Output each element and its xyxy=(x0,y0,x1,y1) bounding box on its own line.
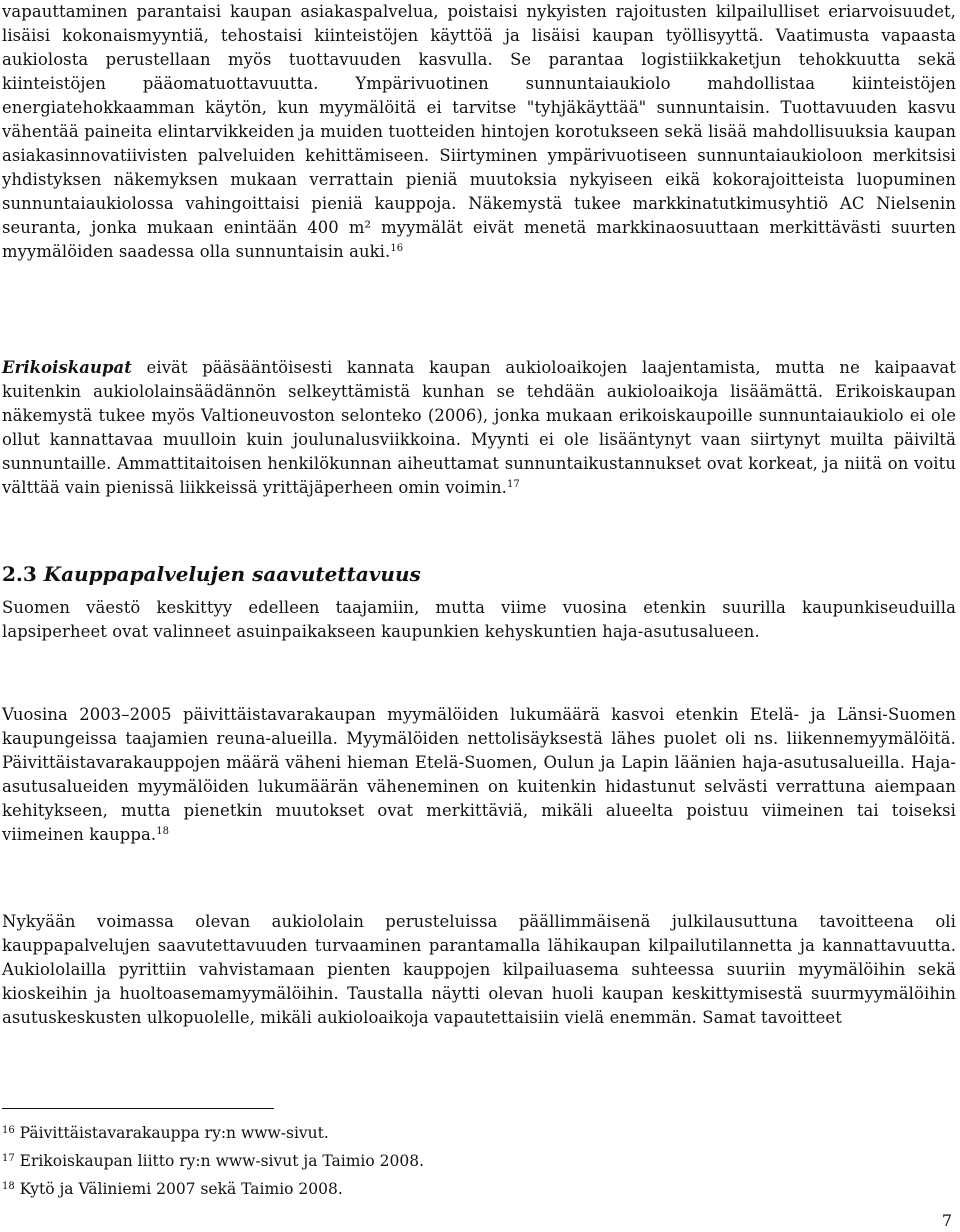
paragraph-opening-hours-law xyxy=(2,910,956,1030)
paragraph-text: Vuosina 2003–2005 päivittäistavarakaupan myymälöiden lukumäärä kasvoi etenkin Etelä- ja Länsi-Suomen kaupungeissa taajamien reuna-alueilla. Myymälöiden nettolisäyksestä lähes puolet oli ns. liikennemyymälöitä. Päivittäistavarakauppojen määrä väheni hieman Etelä-Suomen, Oulun ja Lapin läänien haja-asutusalueilla. Haja-asutusalueiden myymälöiden lukumäärän väheneminen on kuitenkin hidastunut selvästi verrattuna aiempaan kehitykseen, mutta pienetkin muutokset ovat merkittäviä, mikäli alueelta poistuu viimeinen tai toiseksi viimeinen kauppa. xyxy=(2,705,956,844)
paragraph-population xyxy=(2,596,956,644)
paragraph-store-counts xyxy=(2,703,956,847)
footnote-number: 18 xyxy=(2,1181,15,1192)
footnote-text: Erikoiskaupan liitto ry:n www-sivut ja Taimio 2008. xyxy=(19,1152,425,1170)
paragraph-text: Nykyään voimassa olevan aukiololain perusteluissa päällimmäisenä julkilausuttuna tavoitteena oli kauppapalvelujen saavutettavuuden turvaaminen parantamalla lähikaupan kilpailutilannetta ja kannattavuutta. Aukiololailla pyrittiin vahvistamaan pienten kauppojen kilpailuasema suhteessa suuriin myymälöihin sekä kioskeihin ja huoltoasemamyymälöihin. Taustalla näytti olevan huoli kaupan keskittymisestä suurmyymälöihin asutuskeskusten ulkopuolelle, mikäli aukioloaikoja vapautettaisiin vielä enemmän. Samat tavoitteet xyxy=(2,912,956,1027)
footnote-number: 16 xyxy=(2,1125,15,1136)
paragraph-specialty-stores xyxy=(2,356,956,500)
paragraph-text: Suomen väestö keskittyy edelleen taajamiin, mutta viime vuosina etenkin suurilla kaupunkiseuduilla lapsiperheet ovat valinneet asuinpaikakseen kaupunkien kehyskuntien haja-asutusalueen. xyxy=(2,598,956,641)
paragraph-text: vapauttaminen parantaisi kaupan asiakaspalvelua, poistaisi nykyisten rajoitusten kilpailulliset eriarvoisuudet, lisäisi kokonaismyyntiä, tehostaisi kiinteistöjen käyttöä ja lisäisi kaupan työllisyyttä. Vaatimusta vapaasta aukiolosta perustellaan myös tuottavuuden kasvulla. Se parantaa logistiikkaketjun tehokkuutta sekä kiinteistöjen pääomatuottavuutta. Ympärivuotinen sunnuntaiaukiolo mahdollistaa kiinteistöjen energiatehokkaamman käytön, kun myymälöitä ei tarvitse "tyhjäkäyttää" sunnuntaisin. Tuottavuuden kasvu vähentää paineita elintarvikkeiden ja muiden tuotteiden hintojen korotukseen sekä lisää mahdollisuuksia kaupan asiakasinnovatiivisten palveluiden kehittämiseen. Siirtyminen ympärivuotiseen sunnuntaiaukioloon merkitsisi yhdistyksen näkemyksen mukaan verrattain pieniä muutoksia nykyiseen eikä kokorajoitteista luopuminen sunnuntaiaukiolossa vahingoittaisi pieniä kauppoja. Näkemystä tukee markkinatutkimusyhtiö AC Nielsenin seuranta, jonka mukaan enintään 400 m² myymälät eivät menetä markkinaosuuttaan merkittävästi suurten myymälöiden saadessa olla sunnuntaisin auki. xyxy=(2,2,956,261)
footnote-text: Päivittäistavarakauppa ry:n www-sivut. xyxy=(19,1124,329,1142)
footnote-reference: 16 xyxy=(390,243,404,254)
section-title: Kauppapalvelujen saavutettavuus xyxy=(43,562,421,586)
footnote-16 xyxy=(2,1123,329,1143)
footnote-18 xyxy=(2,1179,343,1199)
footnote-divider xyxy=(2,1108,274,1109)
footnote-reference: 17 xyxy=(506,479,520,490)
paragraph-text: eivät pääsääntöisesti kannata kaupan aukioloaikojen laajentamista, mutta ne kaipaavat kuitenkin aukiololainsäädännön selkeyttämistä kunhan se tehdään aukioloaikoja lisäämättä. Erikoiskaupan näkemystä tukee myös Valtioneuvoston selonteko (2006), jonka mukaan erikoiskaupoille sunnuntaiaukiolo ei ole ollut kannattavaa muulloin kuin joulunalusviikkoina. Myynti ei ole lisääntynyt vaan siirtynyt muilta päiviltä sunnuntaille. Ammattitaitoisen henkilökunnan aiheuttamat sunnuntaikustannukset ovat korkeat, ja niitä on voitu välttää vain pienissä liikkeissä yrittäjäperheen omin voimin. xyxy=(2,358,956,497)
footnote-17 xyxy=(2,1151,424,1171)
paragraph-opening-hours-arguments xyxy=(2,0,956,264)
section-heading xyxy=(2,560,421,588)
paragraph-lead-in: Erikoiskaupat xyxy=(2,358,132,377)
footnote-text: Kytö ja Väliniemi 2007 sekä Taimio 2008. xyxy=(19,1180,343,1198)
footnote-reference: 18 xyxy=(156,826,170,837)
section-number: 2.3 xyxy=(2,562,37,586)
footnote-number: 17 xyxy=(2,1153,15,1164)
page-number: 7 xyxy=(941,1211,952,1230)
